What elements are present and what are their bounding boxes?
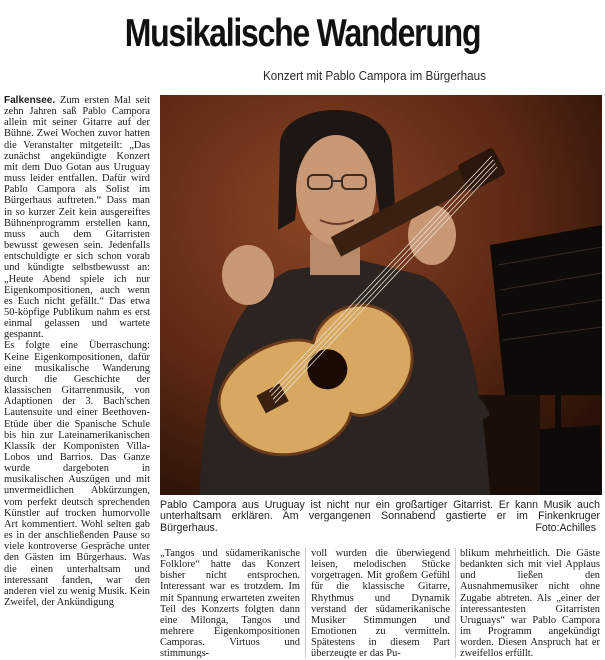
paragraph-2: Es folgte eine Überraschung: Keine Eigenkompositionen, dafür eine musikalische Wanderung durch die Geschichte der klassischen Gitarrenmusik, von Adaptionen der 3. Bach'schen Lautensuite und einer Beethoven-Etüde über die Spanische Schule bis hin zur Lateinamerikanischen Klassik der Komponisten Villa-Lobos und Barrios. Das Ganze wurde dargeboten in musikalischen Auszügen und mit unvermeidlichen Abkürzungen, vom perfekt deutsch sprechenden Künstler auf trocken humorvolle Art kommentiert. Wohl selten gab es in der anschließenden Pause so viele kontroverse Gespräche unter den Gästen im Bürgerhaus. Was die einen unterhaltsam und interessant fanden, war den anderen viel zu wenig Musik. Kein Zweifel, der Ankündigung: [4, 340, 150, 609]
caption-text: Pablo Campora aus Uruguay ist nicht nur ein großartiger Gitarrist. Er kann Musik auch unterhaltsam erklären. Am vergangenen Sonnabend gastierte er im Finkenkruger Bürgerhaus.: [160, 499, 600, 534]
guitarist-illustration: [160, 95, 602, 495]
concert-photo: [160, 95, 602, 495]
article-column-bottom-3: blikum mehrheitlich. Die Gäste bedankten sich mit viel Applaus und ließen den Ausnahmemusiker nicht ohne Zugabe abtreten. Als „einer der interessantesten Gitarristen Uruguays“ war Pablo Campora im Programm angekündigt worden. Diesen Anspruch hat er zweifellos erfüllt.: [460, 548, 600, 658]
paragraph-1: Zum ersten Mal seit zehn Jahren saß Pablo Campora allein mit seiner Gitarre auf der Bühne. Zwei Wochen zuvor hatten die Veranstalter mitgeteilt: „Das zunächst angekündigte Konzert mit dem Duo Gotan aus Uruguay muss leider entfallen. Dafür wird Pablo Campora als Solist im Bürgerhaus auftreten.“ Dass man in so kurzer Zeit kein ausgereiftes Bühnenprogramm erstellen kann, muss auch dem Gitarristen bewusst gewesen sein. Jedenfalls entschuldigte er sich schon vorab und kündigte selbstbewusst an: „Heute Abend spiele ich nur Eigenkompositionen, auch wenn es Euch nicht gefällt.“ Das etwa 50-köpfige Publikum nahm es erst einmal gelassen und wartete gespannt.: [4, 95, 150, 341]
column-divider: [455, 548, 456, 658]
dateline: Falkensee.: [4, 95, 56, 106]
column-divider: [305, 548, 306, 658]
article-column-left: [4, 95, 150, 657]
photo-caption: [160, 500, 600, 534]
article-column-bottom-1: „Tangos und südamerikanische Folklore“ hatte das Konzert bisher nicht entsprochen. Interessant war es trotzdem. Im mit Spannung erwarteten zweiten Teil des Konzerts folgten dann eine Milonga, Tangos und mehrere Eigenkompositionen Camporas. Virtuos und stimmungs-: [160, 548, 300, 658]
headline: Musikalische Wanderung: [124, 12, 481, 55]
article-column-bottom-2: voll wurden die überwiegend leisen, melodischen Stücke vorgetragen. Mit großem Gefühl für die klassische Gitarre, Rhythmus und Dynamik verstand der südamerikanische Musiker Stimmungen und Emotionen zu vermitteln. Spätestens in diesem Part überzeugte er das Pu-: [311, 548, 450, 658]
photo-credit: Foto:Achilles: [535, 521, 596, 534]
subheadline: Konzert mit Pablo Campora im Bürgerhaus: [262, 68, 487, 83]
